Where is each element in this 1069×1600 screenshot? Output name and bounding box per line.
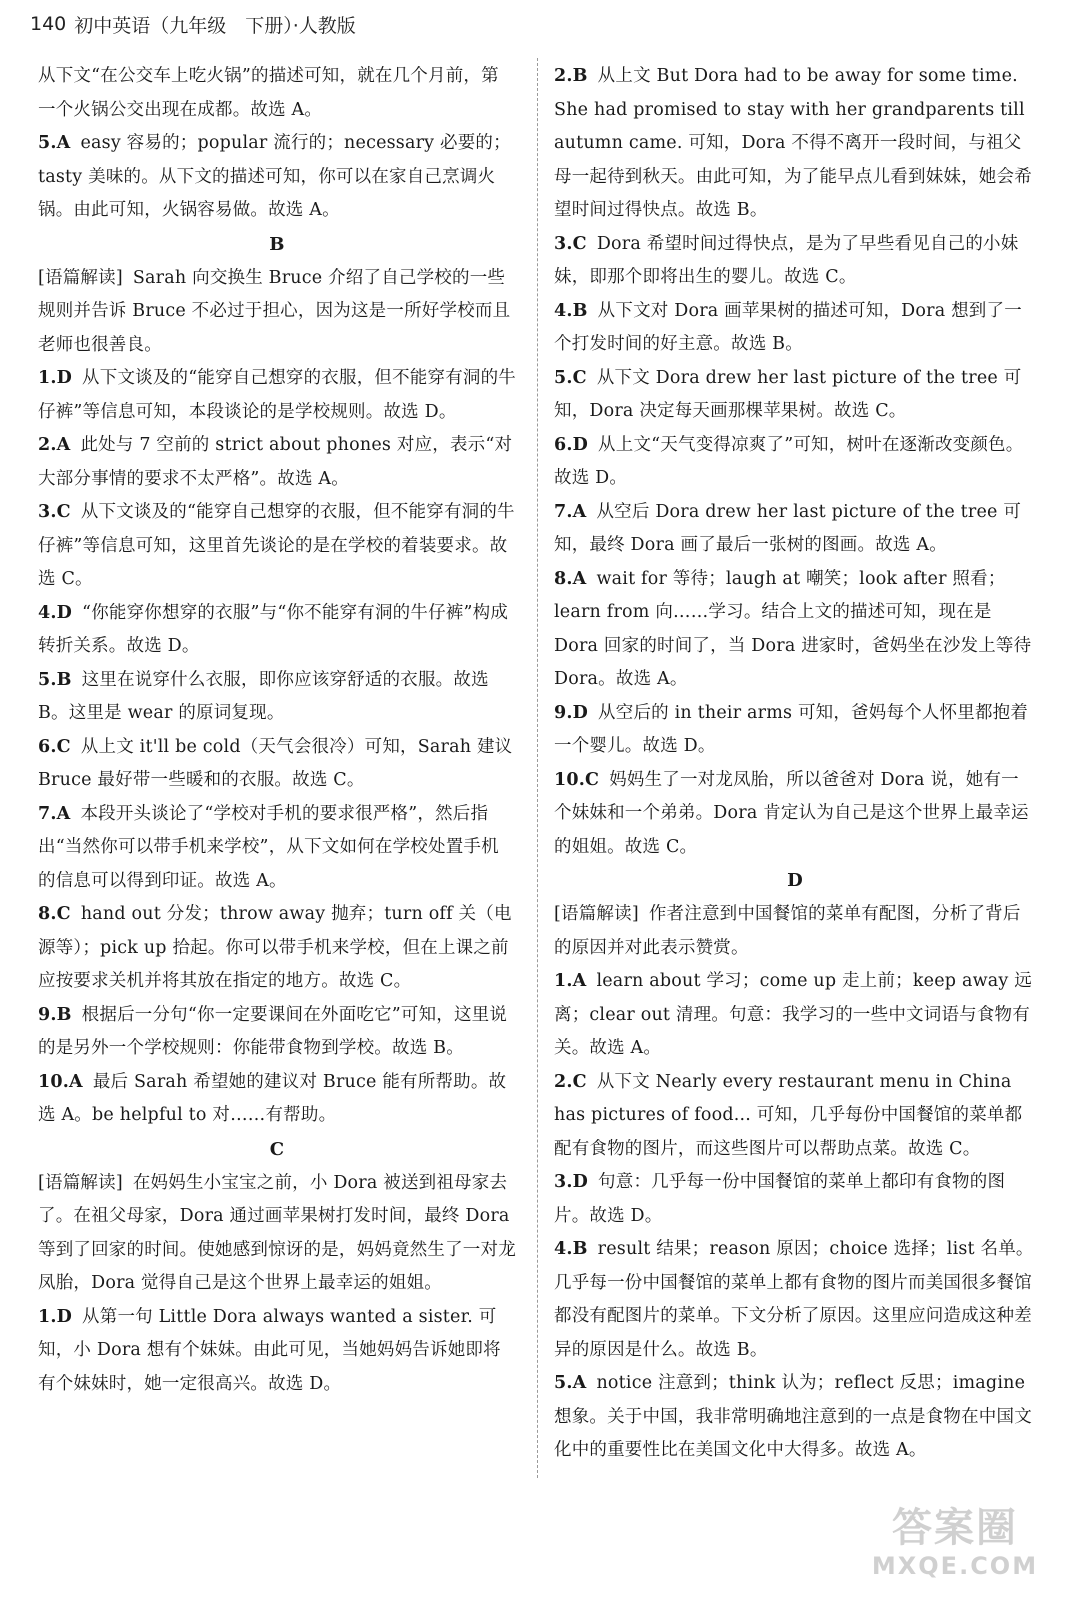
answer-item	[554, 764, 1036, 865]
passage-summary-text: 作者注意到中国餐馆的菜单有配图，分析了背后的原因并对此表示赞赏。	[554, 904, 1021, 958]
answer-explanation: 从第一句 Little Dora always wanted a sister. 可知，小 Dora 想有个妹妹。由此可见，当她妈妈告诉她即将有个妹妹时，她一定很高兴。故选 D。	[38, 1306, 501, 1394]
answer-explanation: 句意：几乎每一份中国餐馆的菜单上都印有食物的图片。故选 D。	[554, 1172, 1006, 1226]
answer-number: 4.D	[38, 602, 73, 623]
answer-number: 3.C	[554, 233, 587, 254]
answer-explanation: 从下文 Nearly every restaurant menu in China has pictures of food... 可知，几乎每份中国餐馆的菜单都配有食物的图片，而这些图片可以帮助点菜。故选 C。	[554, 1071, 1023, 1159]
answer-explanation: 根据后一分句“你一定要课间在外面吃它”可知，这里说的是另外一个学校规则：你能带食物到学校。故选 B。	[38, 1004, 508, 1058]
answer-number: 7.A	[554, 501, 587, 522]
answer-explanation: 从空后 Dora drew her last picture of the tree 可知，最终 Dora 画了最后一张树的图画。故选 A。	[554, 501, 1022, 555]
answer-item	[554, 496, 1036, 563]
answer-number: 4.B	[554, 1239, 588, 1259]
section-heading: C	[269, 1138, 285, 1160]
answer-number: 2.C	[554, 1071, 587, 1092]
answer-item	[554, 563, 1036, 697]
watermark-logo	[855, 1504, 1055, 1594]
answer-item	[554, 697, 1036, 764]
answer-item	[38, 999, 516, 1066]
answer-explanation: 从下文 Dora drew her last picture of the tree 可知，Dora 决定每天画那棵苹果树。故选 C。	[554, 367, 1022, 421]
answer-item	[554, 1066, 1036, 1167]
answer-number: 3.D	[554, 1172, 589, 1192]
answer-number: 8.C	[38, 904, 71, 924]
answer-number: 8.A	[554, 568, 587, 589]
answer-number: 9.D	[554, 702, 589, 723]
answer-number: 6.D	[554, 434, 589, 455]
answer-explanation: Dora 希望时间过得快点，是为了早些看见自己的小妹妹，即那个即将出生的婴儿。故选 C。	[554, 233, 1019, 287]
right-column	[554, 60, 1036, 1468]
watermark-top: 答案圈	[892, 1505, 1018, 1551]
answer-item	[38, 664, 516, 731]
answer-item	[38, 798, 516, 899]
passage-summary-text: 在妈妈生小宝宝之前，小 Dora 被送到祖母家去了。在祖父母家，Dora 通过画苹果树打发时间，最终 Dora 等到了回家的时间。使她感到惊讶的是，妈妈竟然生了一对龙凤胎，Dora 觉得自己是这个世界上最幸运的姐姐。	[38, 1172, 516, 1293]
answer-item	[38, 898, 516, 999]
answer-number: 5.A	[554, 1373, 587, 1393]
answer-item	[554, 1166, 1036, 1233]
answer-item	[38, 429, 516, 496]
answer-number: 9.B	[38, 1004, 72, 1025]
answer-explanation: “你能穿你想穿的衣服”与“你不能穿有洞的牛仔裤”构成转折关系。故选 D。	[38, 602, 509, 656]
answer-number: 4.B	[554, 300, 588, 321]
answer-explanation: 从下文谈及的“能穿自己想穿的衣服，但不能穿有洞的牛仔裤”等信息可知，这里首先谈论的是在学校的着装要求。故选 C。	[38, 502, 515, 589]
answer-number: 1.A	[554, 971, 587, 991]
section-heading: B	[269, 233, 285, 255]
answer-item	[554, 362, 1036, 429]
answer-item	[38, 597, 516, 664]
answer-explanation: 从下文对 Dora 画苹果树的描述可知，Dora 想到了一个打发时间的好主意。故选 B。	[554, 300, 1022, 354]
answer-item	[554, 60, 1036, 228]
answer-number: 2.A	[38, 435, 71, 455]
answer-number: 10.C	[554, 769, 600, 790]
answer-number: 5.C	[554, 367, 587, 388]
answer-number: 5.B	[38, 669, 72, 690]
answer-number: 1.D	[38, 368, 73, 388]
answer-explanation: result 结果；reason 原因；choice 选择；list 名单。几乎每一份中国餐馆的菜单上都有食物的图片而美国很多餐馆都没有配图片的菜单。下文分析了原因。这里应问造成这种差异的原因是什么。故选 B。	[554, 1239, 1034, 1360]
page-header	[30, 4, 510, 44]
answer-explanation: 妈妈生了一对龙凤胎，所以爸爸对 Dora 说，她有一个妹妹和一个弟弟。Dora 肯定认为自己是这个世界上最幸运的姐姐。故选 C。	[554, 769, 1029, 857]
answer-explanation: 从上文 it'll be cold（天气会很冷）可知，Sarah 建议 Bruce 最好带一些暖和的衣服。故选 C。	[38, 736, 513, 790]
answer-item	[38, 1066, 516, 1133]
answer-item	[554, 1233, 1036, 1367]
answer-explanation: notice 注意到；think 认为；reflect 反思；imagine 想象。关于中国，我非常明确地注意到的一点是食物在中国文化中的重要性比在美国文化中大得多。故选 A。	[554, 1373, 1032, 1460]
answer-explanation: 从下文谈及的“能穿自己想穿的衣服，但不能穿有洞的牛仔裤”等信息可知，本段谈论的是学校规则。故选 D。	[38, 368, 516, 422]
watermark-bottom: MXQE.COM	[871, 1552, 1039, 1580]
answer-item	[38, 362, 516, 429]
answer-number: 10.A	[38, 1071, 83, 1092]
passage-summary-label: [语篇解读]	[38, 267, 123, 288]
answer-number: 3.C	[38, 502, 71, 522]
answer-number: 1.D	[38, 1306, 73, 1327]
answer-item	[554, 295, 1036, 362]
passage-summary-text: Sarah 向交换生 Bruce 介绍了自己学校的一些规则并告诉 Bruce 不必过于担心，因为这是一所好学校而且老师也很善良。	[38, 267, 511, 355]
answer-number: 2.B	[554, 66, 588, 86]
answer-explanation: 这里在说穿什么衣服，即你应该穿舒适的衣服。故选 B。这里是 wear 的原词复现。	[38, 669, 489, 723]
answer-explanation: wait for 等待；laugh at 嘲笑；look after 照看；learn from 向……学习。结合上文的描述可知，现在是 Dora 回家的时间了，当 Dora 进家时，爸妈坐在沙发上等待 Dora。故选 A。	[554, 568, 1032, 689]
answer-explanation: learn about 学习；come up 走上前；keep away 远离；clear out 清理。句意：我学习的一些中文词语与食物有关。故选 A。	[554, 971, 1032, 1058]
book-title: 初中英语（九年级 下册）·人教版	[74, 14, 356, 37]
answer-item	[38, 496, 516, 597]
answer-explanation: 从上文“天气变得凉爽了”可知，树叶在逐渐改变颜色。故选 D。	[554, 434, 1024, 488]
answer-explanation: easy 容易的；popular 流行的；necessary 必要的；tasty 美味的。从下文的描述可知，你可以在家自己烹调火锅。由此可知，火锅容易做。故选 A。	[38, 133, 511, 220]
answer-explanation: 最后 Sarah 希望她的建议对 Bruce 能有所帮助。故选 A。be helpful to 对……有帮助。	[38, 1071, 507, 1125]
answer-explanation: 从上文 But Dora had to be away for some time. She had promised to stay with her grandparents till autumn came. 可知，Dora 不得不离开一段时间，与祖父母一起待到秋天。由此可知，为了能早点儿看到妹妹，她会希望时间过得快点。故选 B。	[554, 66, 1032, 220]
answer-item	[554, 1367, 1036, 1468]
answer-number: 7.A	[38, 803, 71, 824]
answer-item	[38, 1301, 516, 1402]
answer-number: 5.A	[38, 133, 71, 153]
answer-explanation: 本段开头谈论了“学校对手机的要求很严格”，然后指出“当然你可以带手机来学校”，从下文如何在学校处置手机的信息可以得到印证。故选 A。	[38, 803, 499, 891]
passage-summary	[554, 898, 1036, 965]
section-heading: D	[787, 870, 803, 891]
answer-item	[38, 731, 516, 798]
passage-summary-label: [语篇解读]	[554, 904, 639, 924]
passage-summary	[38, 1167, 516, 1301]
answer-explanation: hand out 分发；throw away 抛弃；turn off 关（电源等）；pick up 拾起。你可以带手机来学校，但在上课之前应按要求关机并将其放在指定的地方。故选 C。	[38, 904, 512, 991]
answer-item	[38, 127, 516, 228]
answer-continuation: 从下文“在公交车上吃火锅”的描述可知，就在几个月前，第一个火锅公交出现在成都。故选 A。	[38, 66, 499, 120]
answer-item	[554, 228, 1036, 295]
passage-summary	[38, 262, 516, 363]
page-number: 140	[30, 13, 67, 35]
answer-number: 6.C	[38, 736, 71, 757]
left-column	[38, 60, 516, 1401]
answer-explanation: 从空后的 in their arms 可知，爸妈每个人怀里都抱着一个婴儿。故选 D。	[554, 702, 1029, 756]
answer-explanation: 此处与 7 空前的 strict about phones 对应，表示“对大部分事情的要求不太严格”。故选 A。	[38, 435, 513, 489]
passage-summary-label: [语篇解读]	[38, 1172, 123, 1193]
answer-item	[554, 429, 1036, 496]
answer-item	[554, 965, 1036, 1066]
column-divider	[537, 58, 538, 1478]
